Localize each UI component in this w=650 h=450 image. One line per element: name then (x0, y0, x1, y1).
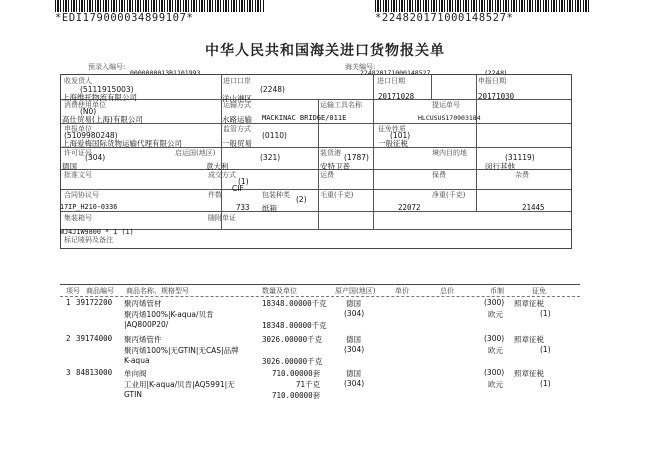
gross-label: 毛重(千克) (320, 191, 354, 199)
goods-item-name-line: K-aqua (124, 356, 150, 365)
import-date-value: 20171028 (378, 92, 415, 101)
goods-item-name-line: 聚丙烯100%|无GTIN|无CAS|品牌 (124, 346, 239, 355)
barcode-right (375, 0, 590, 24)
goods-item-qty: 71千克 (296, 380, 321, 389)
owner-label: 消费使用单位 (64, 101, 106, 109)
premium-label: 保费 (432, 171, 446, 179)
goods-item-name-line: 聚丙烯管材 (124, 299, 162, 308)
import-port-label: 进口口岸 (223, 77, 251, 85)
goods-item-origin-code: (304) (344, 379, 365, 388)
consignee-label: 收发货人 (64, 77, 92, 85)
docs-label: 随附单证 (208, 214, 236, 222)
contract-label: 合同协议号 (64, 191, 99, 199)
pieces-label: 件数 (208, 191, 222, 199)
goods-item-name-line: GTIN (124, 390, 142, 399)
pack-value: 纸箱 (262, 204, 277, 213)
import-port-name: 洋山港区 (222, 94, 252, 103)
customs-no-value: 224820171000148527 (360, 69, 431, 77)
levy-value: 一般征税 (378, 139, 408, 148)
goods-header-rule (60, 296, 580, 297)
levy-code: (101) (390, 131, 411, 140)
goods-item-code: 39174000 (76, 334, 113, 343)
misc-label: 杂费 (515, 171, 529, 179)
freight-label: 运费 (320, 171, 334, 179)
goods-item-levy: 照章征税 (514, 335, 544, 344)
contract-value: 17IP_H210-0336 (60, 203, 118, 211)
transport-mode-label: 运输方式 (223, 101, 251, 109)
goods-header-currency: 币制 (490, 287, 504, 295)
pack-code: (2) (296, 195, 307, 204)
deal-mode-value: CIF (232, 184, 244, 193)
owner-name: 高仕贸易(上海)有限公司 (62, 115, 143, 124)
consignee-code: (5111915003) (80, 85, 134, 94)
transport-mode-value: 水路运输 (222, 115, 252, 124)
supervision-label: 监管方式 (223, 125, 251, 133)
approval-label: 批准文号 (64, 171, 92, 179)
goods-item-origin-code: (304) (344, 345, 365, 354)
goods-item-origin: 德国 (346, 369, 361, 378)
goods-item-code: 84813000 (76, 368, 113, 377)
deal-mode-label: 成交方式 (208, 171, 236, 179)
pack-label: 包装种类 (262, 191, 290, 199)
goods-item-levy-code: (1) (540, 379, 551, 388)
pre-entry-label: 预录入编号: (88, 63, 126, 71)
vessel-label: 运输工具名称 (320, 101, 362, 109)
bl-label: 提运单号 (432, 101, 460, 109)
goods-item-name-line: 工业用|K-aqua/贝肯|AQ5991|无 (124, 380, 235, 389)
declarant-name: 上海爱梅国际货物运输代理有限公司 (62, 139, 182, 148)
goods-header-origin: 原产国(地区) (335, 287, 376, 295)
goods-item-name-line: 单向阀 (124, 369, 147, 378)
goods-item-currency: 欧元 (488, 310, 503, 319)
supervision-code: (0110) (262, 131, 287, 140)
marks-value: WJ4J1W9800 * 1 (1) (60, 228, 134, 236)
goods-item-code: 39172200 (76, 298, 113, 307)
goods-item-origin-code: (304) (344, 309, 365, 318)
customs-no-label: 海关编号: (345, 63, 376, 71)
goods-item-currency-code: (300) (484, 298, 505, 307)
dest-code: (31119) (505, 153, 535, 162)
container-label: 集装箱号 (64, 214, 92, 222)
goods-header-levy: 征免 (532, 287, 546, 295)
pre-entry-value: 0000000013B1101993 (130, 69, 201, 77)
goods-item-no: 3 (66, 368, 71, 377)
goods-item-levy-code: (1) (540, 345, 551, 354)
barcode-right-text: *224820171000148527* (375, 12, 514, 24)
goods-item-currency-code: (300) (484, 334, 505, 343)
goods-top-rule (60, 284, 580, 285)
loading-port-code: (1787) (344, 153, 369, 162)
goods-header-no: 项号 (66, 287, 80, 295)
dest-label: 境内目的地 (432, 149, 467, 157)
trans-country-code: (321) (260, 153, 281, 162)
goods-item-qty: 3026.00000千克 (262, 335, 323, 344)
document-title: 中华人民共和国海关进口货物报关单 (205, 43, 445, 59)
declarant-code: (5109980248) (64, 131, 118, 140)
goods-item-levy: 照章征税 (514, 299, 544, 308)
goods-item-origin: 德国 (346, 299, 361, 308)
goods-item-no: 2 (66, 334, 71, 343)
dest-value: 闵行其他 (485, 162, 515, 171)
goods-item-qty: 710.00000套 (272, 391, 321, 400)
licence-label: 许可证号 (64, 149, 92, 157)
pieces-value: 733 (236, 203, 250, 212)
goods-item-origin: 德国 (346, 335, 361, 344)
owner-code: (N0) (80, 107, 97, 116)
goods-header-code: 商品编号 (86, 287, 114, 295)
goods-item-currency-code: (300) (484, 368, 505, 377)
origin-country-value: 德国 (62, 162, 77, 171)
goods-header-qty: 数量及单位 (262, 287, 297, 295)
goods-header-name: 商品名称、规格型号 (126, 287, 189, 295)
marks-label: 标记唛码及备注 (64, 236, 113, 244)
goods-item-name-line: |AQ800P20/ (124, 320, 169, 329)
bl-value: HLCUSUS170903184 (418, 114, 481, 122)
origin-country-label: 启运国(地区) (175, 149, 216, 157)
deal-mode-code: (1) (238, 177, 249, 186)
goods-item-currency: 欧元 (488, 346, 503, 355)
barcode-bars-right (375, 0, 590, 12)
goods-item-qty: 710.00000套 (272, 369, 321, 378)
import-port-code: (2248) (260, 85, 285, 94)
gross-value: 22072 (398, 203, 421, 212)
goods-item-qty: 18348.00000千克 (262, 321, 327, 330)
barcode-bars-left (55, 0, 265, 12)
goods-item-no: 1 (66, 298, 71, 307)
loading-port-label: 装货港 (320, 149, 341, 157)
import-date-label: 进口日期 (377, 77, 405, 85)
goods-item-name-line: 聚丙烯管件 (124, 335, 162, 344)
goods-item-currency: 欧元 (488, 380, 503, 389)
consignee-name: 上海维托物流有限公司 (62, 93, 137, 102)
goods-item-levy-code: (1) (540, 309, 551, 318)
supervision-value: 一般贸易 (222, 139, 252, 148)
origin-country-code: (304) (85, 153, 106, 162)
trans-country-value: 意大利 (206, 162, 229, 171)
goods-header-total: 总价 (440, 287, 454, 295)
goods-item-name-line: 聚丙烯100%|K-aqua/贝肯 (124, 310, 214, 319)
declarant-label: 申报单位 (64, 125, 92, 133)
net-label: 净重(千克) (432, 191, 466, 199)
customs-code-tag: (2248) (485, 69, 507, 77)
barcode-left (55, 0, 265, 24)
barcode-left-text: *EDI179000034899107* (55, 12, 194, 24)
vessel-value: MACKINAC BRIDGE/011E (262, 114, 347, 122)
goods-item-levy: 照章征税 (514, 369, 544, 378)
net-value: 21445 (522, 203, 545, 212)
declare-date-value: 20171030 (478, 92, 515, 101)
declare-date-label: 申报日期 (478, 77, 506, 85)
goods-item-qty: 18348.00000千克 (262, 299, 327, 308)
goods-item-qty: 3026.00000千克 (262, 357, 323, 366)
levy-label: 征免性质 (378, 125, 406, 133)
loading-port-value: 安特卫普 (320, 162, 350, 171)
goods-header-price: 单价 (395, 287, 409, 295)
